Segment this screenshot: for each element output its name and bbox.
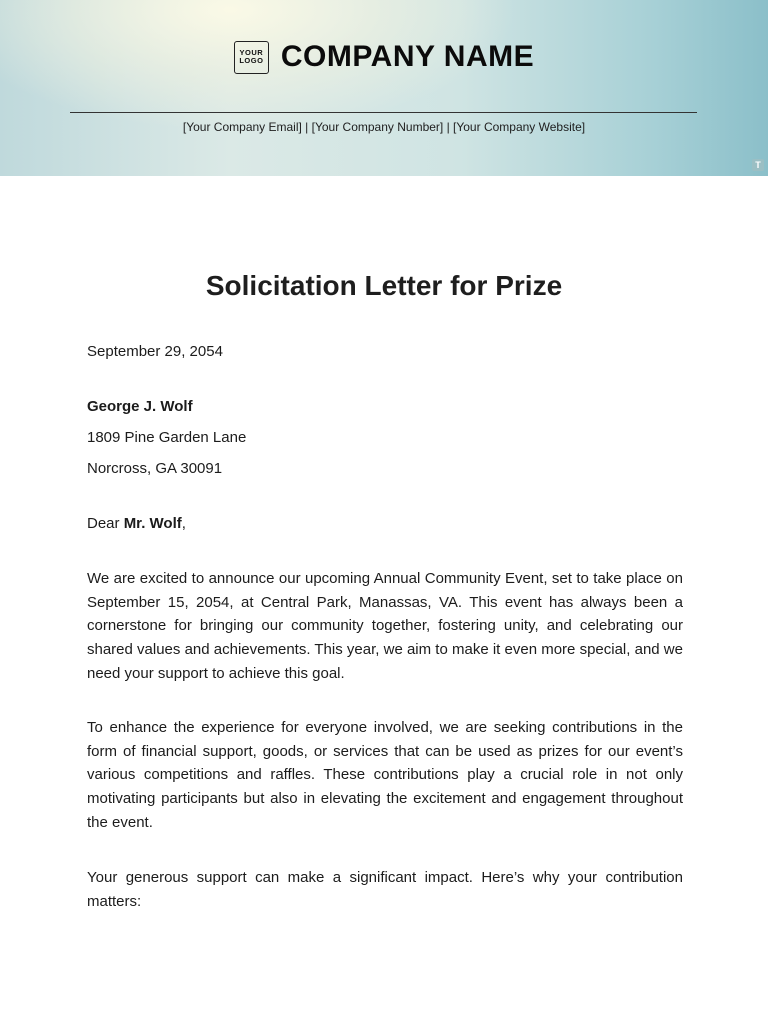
- paragraph-event-announcement: We are excited to announce our upcoming Annual Community Event, set to take place on September 15, 2054, at Central Park, Manassas, VA. This event has always been a cornerstone for bringing our community together, fostering unity, and celebrating our shared values and achievements. This year, we aim to make it even more special, and we need your support to achieve this goal.: [87, 570, 683, 682]
- salutation: [87, 512, 683, 536]
- logo-text-line2: LOGO: [239, 56, 264, 65]
- letterhead-banner: [0, 0, 768, 176]
- recipient-address-line1: 1809 Pine Garden Lane: [87, 429, 247, 446]
- template-badge-icon: T: [752, 159, 764, 171]
- company-name: COMPANY NAME: [280, 40, 535, 73]
- company-logo: [234, 41, 269, 74]
- recipient-address-line2: Norcross, GA 30091: [87, 460, 223, 477]
- letter-date: September 29, 2054: [87, 343, 223, 360]
- paragraph-contribution-request: To enhance the experience for everyone involved, we are seeking contributions in the form of financial support, goods, or services that can be used as prizes for our event’s various competitions and raffles. These contributions play a crucial role in not only motivating participants but also in elevating the excitement and engagement throughout the event.: [87, 719, 683, 831]
- letterhead-brand: [0, 40, 768, 74]
- salutation-suffix: ,: [181, 515, 186, 532]
- salutation-prefix: Dear: [87, 515, 124, 532]
- paragraph-impact: Your generous support can make a significant impact. Here’s why your contribution matters:: [87, 869, 683, 910]
- logo-text-line1: YOUR: [239, 48, 264, 57]
- company-contact-line: [Your Company Email] | [Your Company Number] | [Your Company Website]: [182, 120, 586, 134]
- recipient-name: George J. Wolf: [87, 398, 193, 415]
- salutation-name: Mr. Wolf: [123, 515, 182, 532]
- header-divider: [70, 112, 697, 113]
- letter-title: Solicitation Letter for Prize: [205, 270, 563, 301]
